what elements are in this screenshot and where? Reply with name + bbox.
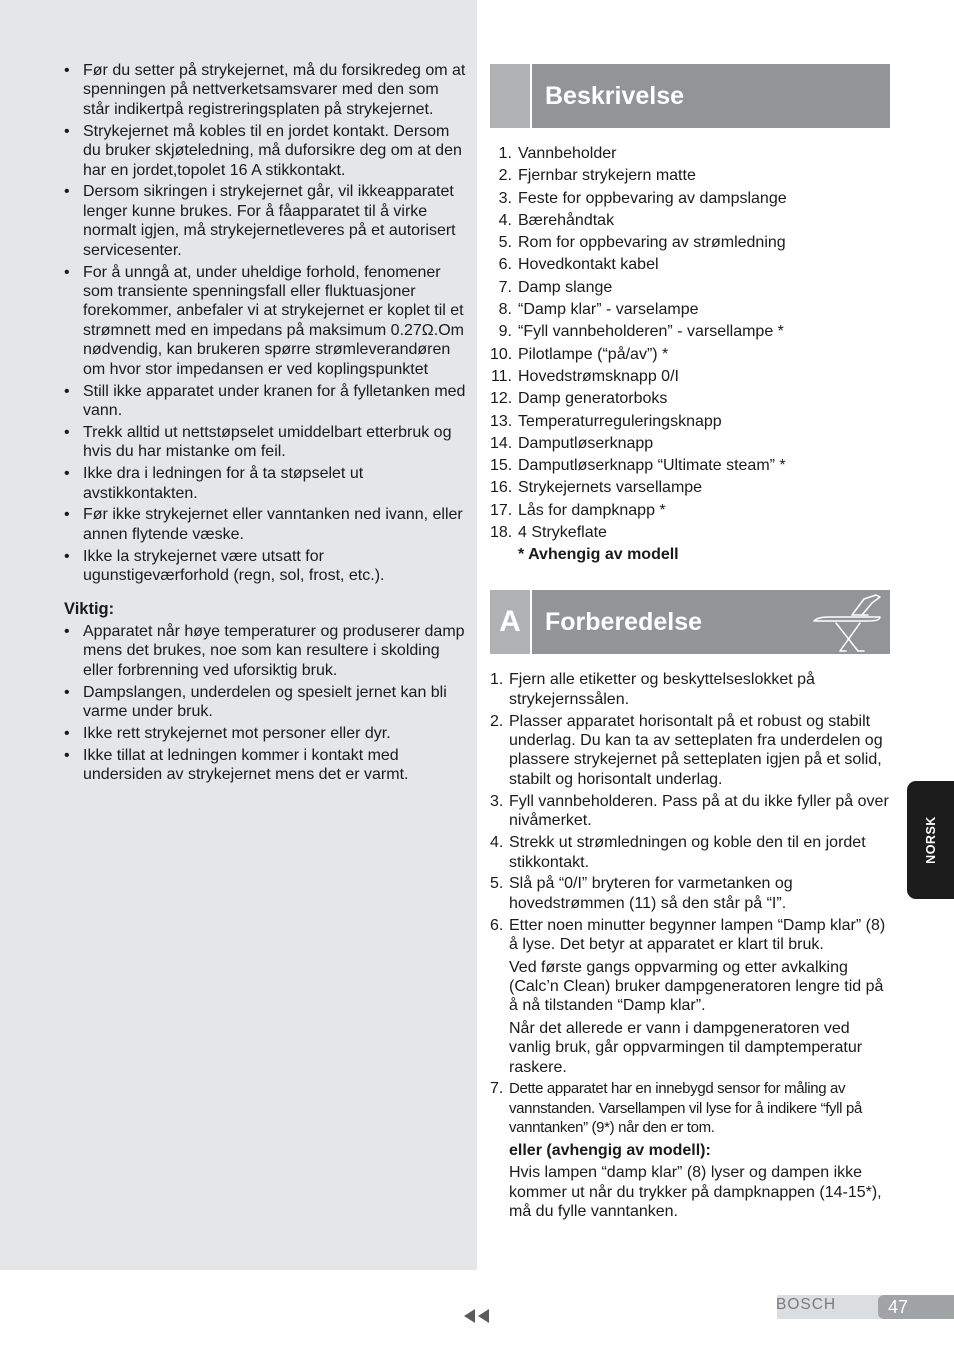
list-item: 4. Bærehåndtak [498,211,615,229]
list-item: • Ikke tillat at ledningen kommer i kontakt med undersiden av strykejernet mens det er varmt. [64,746,466,785]
list-item: 13. Temperaturreguleringsknapp [490,412,722,430]
page-number: 47 [878,1295,954,1319]
list-item: • Dersom sikringen i strykejernet går, vil ikkeapparatet lenger kunne brukes. For å fåapparatet til å virke normalt igjen, må strykejernetleveres på et autorisert servicesenter. [64,182,466,260]
list-item: • Still ikke apparatet under kranen for å fylletanken med vann. [64,382,466,421]
viktig-list [64,622,466,785]
list-item: • Før du setter på strykejernet, må du forsikredeg om at spenningen på nettverketsamsvarer med den som står indikertpå registreringsplaten på strykejernet. [64,61,466,119]
list-item: • Ikke dra i ledningen for å ta støpselet ut avstikkontakten. [64,464,466,503]
ironing-board-icon [806,593,886,653]
list-item: 7. Damp slange [498,278,613,296]
list-item: • Strykejernet må kobles til en jordet kontakt. Dersom du bruker skjøteledning, må duforsikre deg om at den har en jordet,topolet 16 A stikkontakt. [64,122,466,180]
model-note: * Avhengig av modell [518,546,679,564]
list-item: • Dampslangen, underdelen og spesielt jernet kan bli varme under bruk. [64,683,466,722]
section-title: Beskrivelse [532,64,890,128]
list-item: • For å unngå at, under uheldige forhold, fenomener som transiente spenningsfall eller fluktuasjoner forekommer, anbefaler vi at strykejernet er koplet til et strømnett med en impedans på maksimum 0.27Ω.Om nødvendig, kan brukeren spørre strømleverandøren om hvor stor impedansen er ved koplingspunktet [64,263,466,379]
preparation-steps [490,670,890,1221]
list-item: 11. Hovedstrømsknapp 0/I [490,367,679,385]
list-item: • Trekk alltid ut nettstøpselet umiddelbart etterbruk og hvis du har mistanke om feil. [64,423,466,462]
list-item: 14. Damputløserknapp [490,434,654,452]
list-item: 10. Pilotlampe (“på/av”) * [490,345,669,363]
right-column [490,64,890,1224]
parts-list [490,143,890,544]
list-item: 8. “Damp klar” - varselampe [498,301,699,319]
list-item: • Ikke rett strykejernet mot personer eller dyr. [64,724,466,743]
list-item: 15. Damputløserknapp “Ultimate steam” * [490,457,786,475]
list-item: 12. Damp generatorboks [490,390,668,408]
list-item: 6. Hovedkontakt kabel [498,256,659,274]
list-item: 7. Dette apparatet har en innebygd sensor for måling av vannstanden. Varsellampen vil lyse for å indikere “fyll på vanntanken” (9*) når den er tom. eller (avhengig av modell): Hvis lampen “damp klar” (8) lyser og dampen ikke kommer ut når du trykker på dampknappen (14-15*), må du fylle vanntanken. [490,1080,882,1220]
language-tab [907,781,954,899]
rewind-arrows-icon [463,1308,491,1324]
list-item: 4. Strekk ut strømledningen og koble den til en jordet stikkontakt. [490,834,866,871]
safety-list [64,61,466,586]
list-item: 9. “Fyll vannbeholderen” - varsellampe * [498,323,784,341]
forberedelse-header [490,590,890,654]
list-item: 5. Rom for oppbevaring av strømledning [498,234,786,252]
list-item: 17. Lås for dampknapp * [490,501,666,519]
section-title: Forberedelse [532,590,890,654]
list-item: 2. Fjernbar strykejern matte [498,167,696,185]
list-item: 16. Strykejernets varsellampe [490,479,703,497]
safety-instructions [64,61,466,787]
section-letter-box [490,64,530,128]
list-item: • Før ikke strykejernet eller vanntanken ned ivann, eller annen flytende væske. [64,505,466,544]
list-item: • Apparatet når høye temperaturer og produserer damp mens det brukes, noe som kan resultere i skolding eller forbrenning ved uforsiktig bruk. [64,622,466,680]
viktig-heading: Viktig: [64,599,115,618]
list-item: 1. Fjern alle etiketter og beskyttelseslokket på strykejernssålen. [490,671,815,708]
language-label: NORSK [923,816,938,864]
list-item: 2. Plasser apparatet horisontalt på et robust og stabilt underlag. Du kan ta av setteplaten fra underdelen og plassere strykejernet på setteplaten igjen på et solid, stabilt og horisontalt underlag. [490,712,883,788]
list-item: • Ikke la strykejernet være utsatt for ugunstigeværforhold (regn, sol, frost, etc.). [64,547,466,586]
list-item: 5. Slå på “0/I” bryteren for varmetanken og hovedstrømmen (11) så den står på “I”. [490,875,793,912]
brand-name: BOSCH [776,1296,837,1313]
list-item: 3. Fyll vannbeholderen. Pass på at du ikke fyller på over nivåmerket. [490,792,889,830]
list-item: 18. 4 Strykeflate [490,524,607,542]
list-item: 3. Feste for oppbevaring av dampslange [498,189,787,207]
list-item: 6. Etter noen minutter begynner lampen “Damp klar” (8) å lyse. Det betyr at apparatet er klart til bruk. Ved første gangs oppvarming og etter avkalking (Calc’n Clean) bruker dampgeneratoren lengre tid på å nå tilstanden “Damp klar”. Når det allerede er vann i dampgeneratoren ved vanlig bruk, går oppvarmingen til damptemperatur raskere. [490,916,886,1076]
section-letter-box: A [490,590,530,654]
beskrivelse-header [490,64,890,128]
list-item: 1. Vannbeholder [498,145,617,162]
